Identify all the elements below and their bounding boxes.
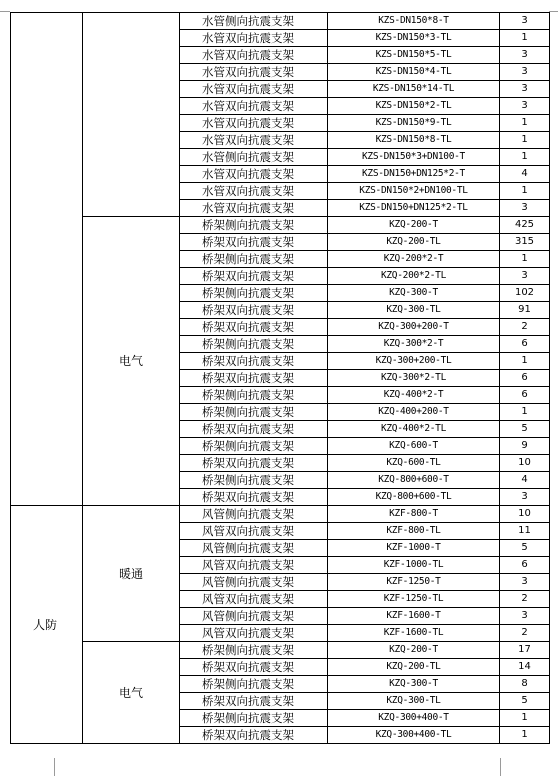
quantity-cell: 1 — [500, 115, 550, 132]
item-name-cell: 桥架侧向抗震支架 — [180, 336, 328, 353]
item-name-cell: 水管侧向抗震支架 — [180, 149, 328, 166]
quantity-cell: 11 — [500, 523, 550, 540]
model-cell: KZF-1250-T — [328, 574, 500, 591]
model-cell: KZF-1000-TL — [328, 557, 500, 574]
item-name-cell: 桥架双向抗震支架 — [180, 268, 328, 285]
item-name-cell: 水管双向抗震支架 — [180, 30, 328, 47]
quantity-cell: 1 — [500, 30, 550, 47]
model-cell: KZQ-300+200-TL — [328, 353, 500, 370]
quantity-cell: 5 — [500, 693, 550, 710]
model-cell: KZQ-300*2-TL — [328, 370, 500, 387]
model-cell: KZQ-300+400-T — [328, 710, 500, 727]
model-cell: KZQ-200-TL — [328, 234, 500, 251]
model-cell: KZS-DN150+DN125*2-TL — [328, 200, 500, 217]
model-cell: KZQ-200*2-T — [328, 251, 500, 268]
model-cell: KZQ-200-TL — [328, 659, 500, 676]
item-name-cell: 桥架侧向抗震支架 — [180, 710, 328, 727]
model-cell: KZS-DN150*4-TL — [328, 64, 500, 81]
model-cell: KZQ-600-TL — [328, 455, 500, 472]
quantity-cell: 14 — [500, 659, 550, 676]
crop-mark-bottom-left — [54, 758, 55, 776]
item-name-cell: 桥架侧向抗震支架 — [180, 285, 328, 302]
model-cell: KZQ-600-T — [328, 438, 500, 455]
category-cell: 电气 — [83, 217, 180, 506]
quantity-cell: 3 — [500, 268, 550, 285]
item-name-cell: 风管侧向抗震支架 — [180, 540, 328, 557]
item-name-cell: 水管侧向抗震支架 — [180, 13, 328, 30]
model-cell: KZQ-300-TL — [328, 302, 500, 319]
item-name-cell: 桥架双向抗震支架 — [180, 234, 328, 251]
item-name-cell: 桥架侧向抗震支架 — [180, 676, 328, 693]
model-cell: KZQ-400*2-T — [328, 387, 500, 404]
item-name-cell: 水管双向抗震支架 — [180, 183, 328, 200]
model-cell: KZS-DN150*3+DN100-T — [328, 149, 500, 166]
quantity-cell: 2 — [500, 319, 550, 336]
model-cell: KZS-DN150*2-TL — [328, 98, 500, 115]
item-name-cell: 水管双向抗震支架 — [180, 64, 328, 81]
item-name-cell: 风管双向抗震支架 — [180, 557, 328, 574]
item-name-cell: 水管双向抗震支架 — [180, 47, 328, 64]
item-name-cell: 桥架侧向抗震支架 — [180, 472, 328, 489]
quantity-cell: 1 — [500, 404, 550, 421]
table-row — [11, 217, 550, 234]
quantity-cell: 315 — [500, 234, 550, 251]
quantity-cell: 3 — [500, 574, 550, 591]
item-name-cell: 桥架双向抗震支架 — [180, 693, 328, 710]
item-name-cell: 风管侧向抗震支架 — [180, 574, 328, 591]
model-cell: KZQ-200-T — [328, 642, 500, 659]
model-cell: KZF-1600-TL — [328, 625, 500, 642]
quantity-cell: 2 — [500, 625, 550, 642]
item-name-cell: 桥架侧向抗震支架 — [180, 251, 328, 268]
item-name-cell: 风管侧向抗震支架 — [180, 506, 328, 523]
model-cell: KZQ-200*2-TL — [328, 268, 500, 285]
model-cell: KZS-DN150*5-TL — [328, 47, 500, 64]
model-cell: KZS-DN150*8-TL — [328, 132, 500, 149]
area-cell — [11, 13, 83, 506]
quantity-cell: 2 — [500, 591, 550, 608]
item-name-cell: 桥架双向抗震支架 — [180, 370, 328, 387]
category-cell: 暖通 — [83, 506, 180, 642]
quantity-cell: 3 — [500, 47, 550, 64]
area-cell: 人防 — [11, 506, 83, 744]
model-cell: KZQ-800+600-T — [328, 472, 500, 489]
quantity-cell: 3 — [500, 98, 550, 115]
quantity-cell: 3 — [500, 64, 550, 81]
model-cell: KZQ-400+200-T — [328, 404, 500, 421]
crop-mark-top-right — [549, 11, 558, 12]
model-cell: KZS-DN150*2+DN100-TL — [328, 183, 500, 200]
quantity-cell: 3 — [500, 200, 550, 217]
quantity-cell: 10 — [500, 455, 550, 472]
model-cell: KZQ-300+400-TL — [328, 727, 500, 744]
quantity-cell: 4 — [500, 166, 550, 183]
quantity-cell: 10 — [500, 506, 550, 523]
item-name-cell: 风管双向抗震支架 — [180, 591, 328, 608]
item-name-cell: 风管双向抗震支架 — [180, 625, 328, 642]
item-name-cell: 桥架双向抗震支架 — [180, 659, 328, 676]
item-name-cell: 桥架双向抗震支架 — [180, 353, 328, 370]
item-name-cell: 桥架双向抗震支架 — [180, 455, 328, 472]
item-name-cell: 风管双向抗震支架 — [180, 523, 328, 540]
item-name-cell: 桥架双向抗震支架 — [180, 727, 328, 744]
quantity-cell: 6 — [500, 336, 550, 353]
item-name-cell: 桥架侧向抗震支架 — [180, 404, 328, 421]
item-name-cell: 水管双向抗震支架 — [180, 200, 328, 217]
model-cell: KZQ-400*2-TL — [328, 421, 500, 438]
item-name-cell: 桥架双向抗震支架 — [180, 319, 328, 336]
item-name-cell: 桥架侧向抗震支架 — [180, 642, 328, 659]
model-cell: KZS-DN150*9-TL — [328, 115, 500, 132]
table-row — [11, 642, 550, 659]
quantity-cell: 3 — [500, 608, 550, 625]
quantity-cell: 4 — [500, 472, 550, 489]
model-cell: KZF-1250-TL — [328, 591, 500, 608]
item-name-cell: 桥架双向抗震支架 — [180, 421, 328, 438]
quantity-cell: 1 — [500, 132, 550, 149]
model-cell: KZQ-300-T — [328, 285, 500, 302]
quantity-cell: 5 — [500, 421, 550, 438]
quantity-cell: 91 — [500, 302, 550, 319]
quantity-cell: 8 — [500, 676, 550, 693]
crop-mark-top-left — [0, 11, 10, 12]
quantity-cell: 1 — [500, 149, 550, 166]
quantity-cell: 6 — [500, 557, 550, 574]
model-cell: KZF-800-T — [328, 506, 500, 523]
model-cell: KZF-1000-T — [328, 540, 500, 557]
model-cell: KZS-DN150*8-T — [328, 13, 500, 30]
item-name-cell: 水管双向抗震支架 — [180, 115, 328, 132]
item-name-cell: 风管侧向抗震支架 — [180, 608, 328, 625]
model-cell: KZQ-300+200-T — [328, 319, 500, 336]
model-cell: KZQ-800+600-TL — [328, 489, 500, 506]
quantity-cell: 9 — [500, 438, 550, 455]
quantity-cell: 1 — [500, 353, 550, 370]
quantity-cell: 1 — [500, 183, 550, 200]
item-name-cell: 桥架双向抗震支架 — [180, 489, 328, 506]
model-cell: KZQ-300*2-T — [328, 336, 500, 353]
quantity-cell: 1 — [500, 727, 550, 744]
quantity-cell: 425 — [500, 217, 550, 234]
quantity-cell: 6 — [500, 387, 550, 404]
item-name-cell: 桥架侧向抗震支架 — [180, 217, 328, 234]
item-name-cell: 水管双向抗震支架 — [180, 132, 328, 149]
quantity-cell: 6 — [500, 370, 550, 387]
item-name-cell: 水管双向抗震支架 — [180, 98, 328, 115]
quantity-cell: 3 — [500, 81, 550, 98]
model-cell: KZS-DN150*14-TL — [328, 81, 500, 98]
crop-mark-bottom-right — [500, 758, 501, 776]
model-cell: KZF-800-TL — [328, 523, 500, 540]
model-cell: KZS-DN150+DN125*2-T — [328, 166, 500, 183]
model-cell: KZS-DN150*3-TL — [328, 30, 500, 47]
quantity-cell: 3 — [500, 13, 550, 30]
quantity-cell: 102 — [500, 285, 550, 302]
quantity-cell: 17 — [500, 642, 550, 659]
quantity-cell: 3 — [500, 489, 550, 506]
table-row — [11, 506, 550, 523]
category-cell: 电气 — [83, 642, 180, 744]
model-cell: KZQ-300-T — [328, 676, 500, 693]
model-cell: KZF-1600-T — [328, 608, 500, 625]
quantity-cell: 1 — [500, 251, 550, 268]
model-cell: KZQ-300-TL — [328, 693, 500, 710]
item-name-cell: 桥架双向抗震支架 — [180, 302, 328, 319]
quantity-cell: 1 — [500, 710, 550, 727]
category-cell — [83, 13, 180, 217]
item-name-cell: 桥架侧向抗震支架 — [180, 438, 328, 455]
table-row — [11, 13, 550, 30]
bracket-quantity-table — [10, 12, 550, 744]
item-name-cell: 水管双向抗震支架 — [180, 81, 328, 98]
item-name-cell: 水管双向抗震支架 — [180, 166, 328, 183]
quantity-cell: 5 — [500, 540, 550, 557]
model-cell: KZQ-200-T — [328, 217, 500, 234]
item-name-cell: 桥架侧向抗震支架 — [180, 387, 328, 404]
